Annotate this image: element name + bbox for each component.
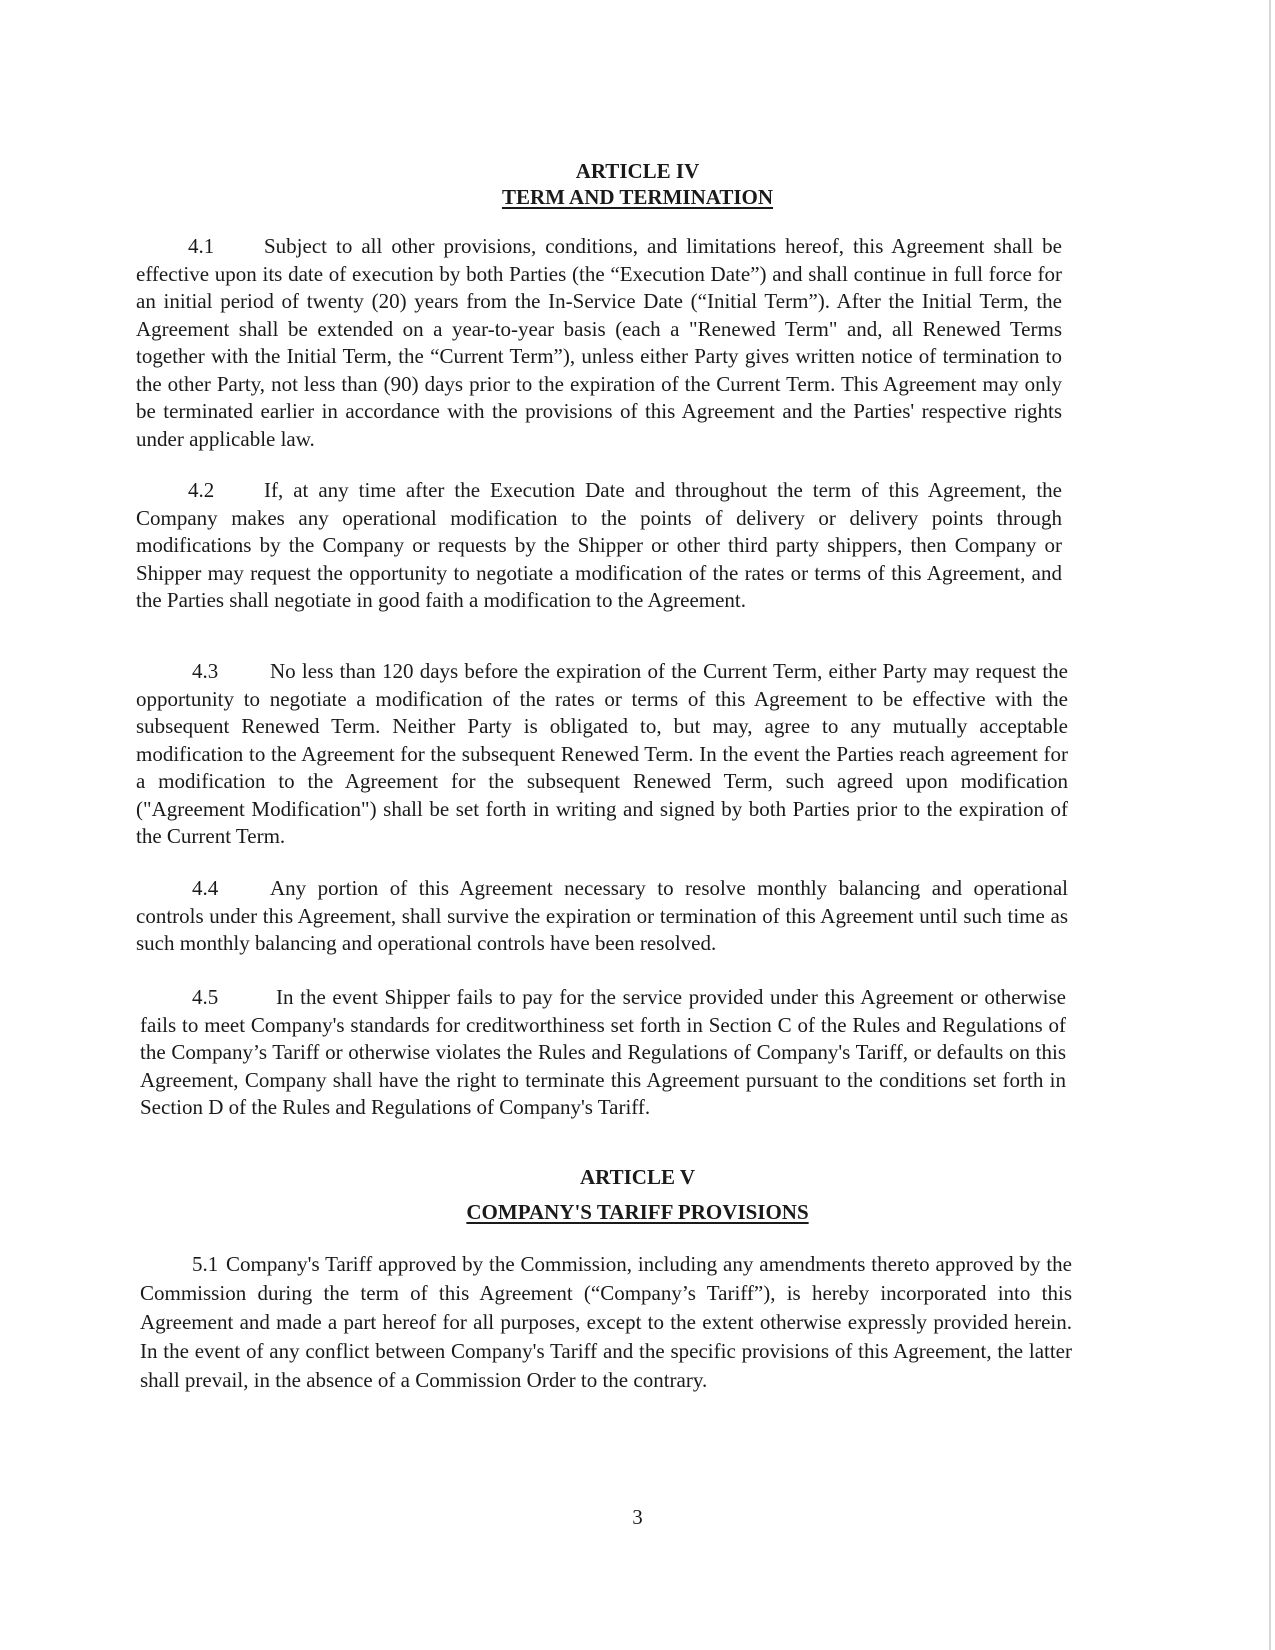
section-5-1 [140,1250,1072,1395]
section-number: 5.1 [192,1252,219,1276]
section-4-1 [136,233,1062,453]
section-text: If, at any time after the Execution Date and throughout the term of this Agreement, the Company makes any operational modification to the points of delivery or delivery points through modifications by the Company or requests by the Shipper or other third party shippers, then Company or Shipper may request the opportunity to negotiate a modification of the rates or terms of this Agreement, and the Parties shall negotiate in good faith a modification to the Agreement. [136,478,1062,612]
page-edge-shadow [1269,0,1271,1650]
page-number: 3 [632,1505,643,1529]
article-v-subtitle [0,1199,1275,1225]
section-number: 4.3 [192,659,219,683]
section-text: Subject to all other provisions, conditions, and limitations hereof, this Agreement shall be effective upon its date of execution by both Parties (the “Execution Date”) and shall continue in full force for an initial period of twenty (20) years from the In-Service Date (“Initial Term”). After the Initial Term, the Agreement shall be extended on a year-to-year basis (each a "Renewed Term" and, all Renewed Terms together with the Initial Term, the “Current Term”), unless either Party gives written notice of termination to the other Party, not less than (90) days prior to the expiration of the Current Term. This Agreement may only be terminated earlier in accordance with the provisions of this Agreement and the Parties' respective rights under applicable law. [136,234,1062,451]
article-v-title: ARTICLE V [580,1165,695,1189]
article-iv-title: ARTICLE IV [575,159,700,183]
section-number: 4.1 [188,234,215,258]
section-number: 4.2 [188,478,215,502]
section-text: In the event Shipper fails to pay for the service provided under this Agreement or otherwise fails to meet Company's standards for creditworthiness set forth in Section C of the Rules and Regulations of the Company’s Tariff or otherwise violates the Rules and Regulations of Company's Tariff, or defaults on this Agreement, Company shall have the right to terminate this Agreement pursuant to the conditions set forth in Section D of the Rules and Regulations of Company's Tariff. [140,985,1066,1119]
section-4-4 [136,875,1068,958]
section-text: No less than 120 days before the expiration of the Current Term, either Party may request the opportunity to negotiate a modification of the rates or terms of this Agreement to be effective with the subsequent Renewed Term. Neither Party is obligated to, but may, agree to any mutually acceptable modification to the Agreement for the subsequent Renewed Term. In the event the Parties reach agreement for a modification to the Agreement for the subsequent Renewed Term, such agreed upon modification ("Agreement Modification") shall be set forth in writing and signed by both Parties prior to the expiration of the Current Term. [136,659,1068,848]
article-iv-subtitle-text: TERM AND TERMINATION [501,185,774,209]
section-number: 4.4 [192,876,219,900]
section-4-2 [136,477,1062,615]
article-v-subtitle-text: COMPANY'S TARIFF PROVISIONS [466,1200,809,1224]
section-text: Company's Tariff approved by the Commission, including any amendments thereto approved by the Commission during the term of this Agreement (“Company’s Tariff”), is hereby incorporated into this Agreement and made a part hereof for all purposes, except to the extent otherwise expressly provided herein. In the event of any conflict between Company's Tariff and the specific provisions of this Agreement, the latter shall prevail, in the absence of a Commission Order to the contrary. [140,1252,1072,1392]
section-4-3 [136,658,1068,851]
article-iv-subtitle [0,184,1275,210]
section-4-5 [140,984,1066,1122]
section-text: Any portion of this Agreement necessary to resolve monthly balancing and operational controls under this Agreement, shall survive the expiration or termination of this Agreement until such time as such monthly balancing and operational controls have been resolved. [136,876,1068,955]
section-number: 4.5 [192,985,219,1009]
